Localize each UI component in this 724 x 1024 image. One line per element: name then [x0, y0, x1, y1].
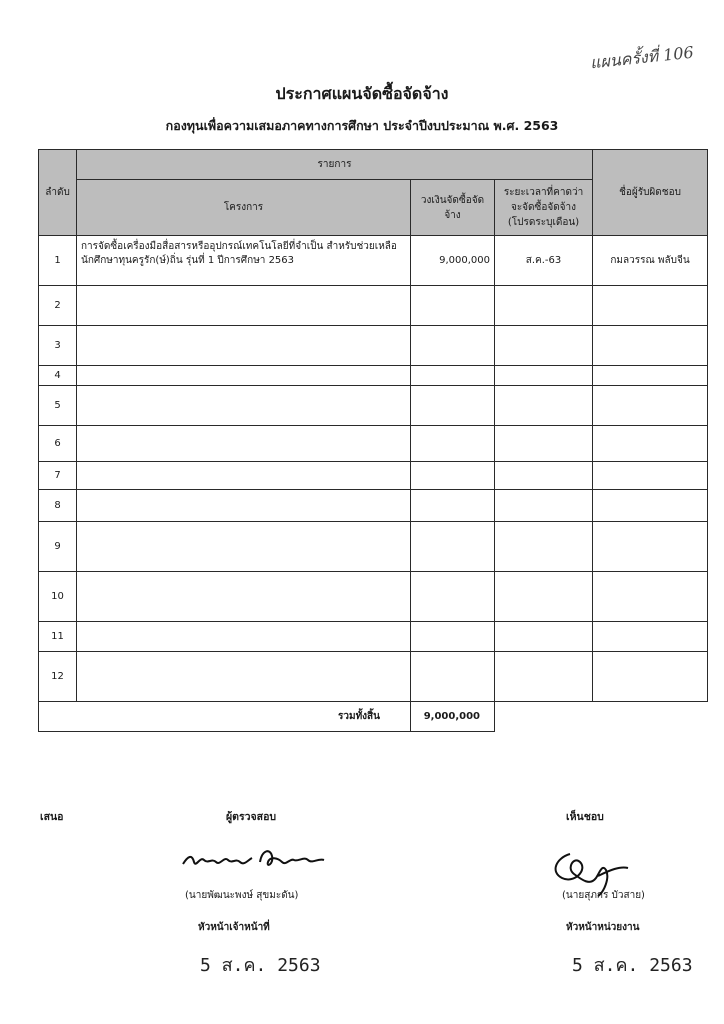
- cell-no: 12: [39, 652, 77, 702]
- cell-owner: [593, 366, 708, 386]
- approver-name: (นายสุภกร บัวสาย): [562, 890, 645, 901]
- table-row: [39, 522, 708, 572]
- propose-label: เสนอ: [40, 811, 64, 823]
- table-row: [39, 286, 708, 326]
- table-row: [39, 326, 708, 366]
- cell-owner: [593, 426, 708, 462]
- reviewer-name: (นายพัฒนะพงษ์ สุขมะดัน): [185, 890, 299, 901]
- cell-budget: 9,000,000: [411, 236, 495, 286]
- total-row: [39, 702, 708, 732]
- cell-project: [77, 326, 411, 366]
- approver-position: หัวหน้าหน่วยงาน: [566, 922, 640, 933]
- cell-no: 1: [39, 236, 77, 286]
- handwritten-note: แผนครั้งที่ 106: [589, 42, 695, 73]
- cell-period: [495, 622, 593, 652]
- cell-period: [495, 572, 593, 622]
- cell-owner: [593, 462, 708, 490]
- cell-period: [495, 652, 593, 702]
- cell-period: [495, 462, 593, 490]
- cell-budget: [411, 652, 495, 702]
- cell-budget: [411, 490, 495, 522]
- table-row: [39, 236, 708, 286]
- cell-owner: กมลวรรณ พลับจีน: [593, 236, 708, 286]
- page-title: ประกาศแผนจัดซื้อจัดจ้าง: [275, 84, 449, 103]
- header-owner: ชื่อผู้รับผิดชอบ: [593, 150, 708, 236]
- cell-owner: [593, 522, 708, 572]
- cell-project: [77, 366, 411, 386]
- cell-period: [495, 386, 593, 426]
- header-budget: วงเงินจัดซื้อจัดจ้าง: [411, 180, 495, 236]
- header-items: รายการ: [77, 150, 593, 180]
- table-row: [39, 386, 708, 426]
- table-row: [39, 652, 708, 702]
- cell-no: 7: [39, 462, 77, 490]
- cell-budget: [411, 622, 495, 652]
- cell-no: 4: [39, 366, 77, 386]
- cell-period: [495, 326, 593, 366]
- cell-period: [495, 522, 593, 572]
- cell-project: [77, 522, 411, 572]
- reviewer-position: หัวหน้าเจ้าหน้าที่: [198, 922, 270, 933]
- cell-budget: [411, 522, 495, 572]
- cell-project: [77, 622, 411, 652]
- total-value: 9,000,000: [411, 702, 495, 732]
- header-period: ระยะเวลาที่คาดว่าจะจัดซื้อจัดจ้าง (โปรดระบุเดือน): [495, 180, 593, 236]
- table-row: [39, 572, 708, 622]
- cell-project: [77, 386, 411, 426]
- table-row: [39, 462, 708, 490]
- cell-owner: [593, 386, 708, 426]
- approve-label: เห็นชอบ: [566, 811, 604, 823]
- reviewer-signature: [178, 838, 338, 878]
- cell-budget: [411, 462, 495, 490]
- cell-project: [77, 462, 411, 490]
- table-row: [39, 490, 708, 522]
- header-no: ลำดับ: [39, 150, 77, 236]
- cell-project: [77, 286, 411, 326]
- cell-period: [495, 366, 593, 386]
- cell-owner: [593, 490, 708, 522]
- approver-date: 5 ส.ค. 2563: [572, 955, 693, 976]
- cell-no: 9: [39, 522, 77, 572]
- cell-no: 3: [39, 326, 77, 366]
- cell-no: 8: [39, 490, 77, 522]
- table-row: [39, 426, 708, 462]
- cell-project: [77, 572, 411, 622]
- procurement-table: [38, 149, 708, 732]
- table-row: [39, 622, 708, 652]
- cell-period: [495, 286, 593, 326]
- reviewer-date: 5 ส.ค. 2563: [200, 955, 321, 976]
- cell-budget: [411, 326, 495, 366]
- cell-owner: [593, 326, 708, 366]
- cell-project: [77, 652, 411, 702]
- cell-budget: [411, 286, 495, 326]
- cell-budget: [411, 386, 495, 426]
- cell-no: 11: [39, 622, 77, 652]
- table-body: [39, 236, 708, 702]
- cell-project: [77, 426, 411, 462]
- cell-project: [77, 490, 411, 522]
- cell-owner: [593, 652, 708, 702]
- cell-no: 10: [39, 572, 77, 622]
- cell-no: 6: [39, 426, 77, 462]
- header-project: โครงการ: [77, 180, 411, 236]
- cell-owner: [593, 572, 708, 622]
- cell-period: [495, 490, 593, 522]
- cell-period: [495, 426, 593, 462]
- cell-owner: [593, 622, 708, 652]
- cell-period: ส.ค.-63: [495, 236, 593, 286]
- cell-budget: [411, 366, 495, 386]
- table-row: [39, 366, 708, 386]
- cell-owner: [593, 286, 708, 326]
- cell-no: 2: [39, 286, 77, 326]
- cell-project: การจัดซื้อเครื่องมือสื่อสารหรืออุปกรณ์เทคโนโลยีที่จำเป็น สำหรับช่วยเหลือนักศึกษาทุนครูรัก(ษ์)ถิ่น รุ่นที่ 1 ปีการศึกษา 2563: [77, 236, 411, 286]
- reviewer-label: ผู้ตรวจสอบ: [226, 811, 277, 823]
- cell-budget: [411, 572, 495, 622]
- cell-no: 5: [39, 386, 77, 426]
- page-subtitle: กองทุนเพื่อความเสมอภาคทางการศึกษา ประจำปีงบประมาณ พ.ศ. 2563: [165, 118, 559, 133]
- total-label: รวมทั้งสิ้น: [39, 702, 411, 732]
- cell-budget: [411, 426, 495, 462]
